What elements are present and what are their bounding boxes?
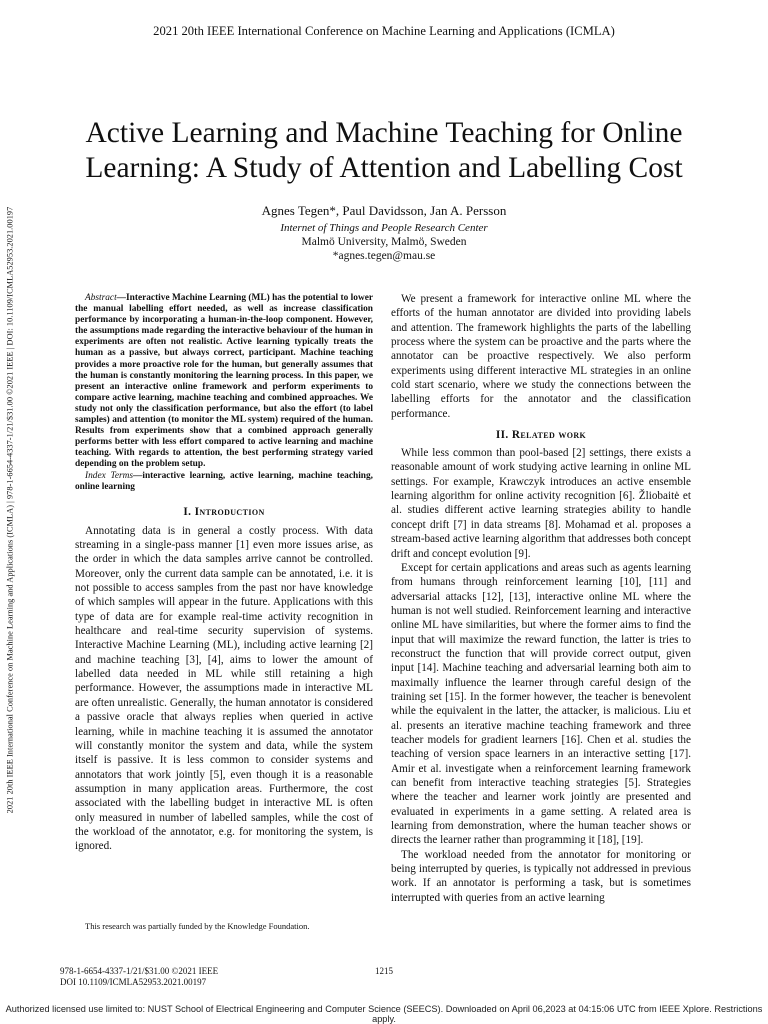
left-column (75, 293, 373, 854)
related-paragraph-1: While less common than pool-based [2] settings, there exists a reasonable amount of work studying active learning in online ML settings. For example, Krawczyk introduces an active ensemble learning algorithm for online activity recognition [6]. Žliobaitė et al. studies different active learning strategies ability to handle concept drift [7] in data streams [8]. Mohamad et al. proposes a stream-based active learning algorithm that addresses both concept drift and concept evolution [9]. (391, 447, 691, 560)
index-terms-lead: Index Terms (85, 470, 134, 481)
section-heading-introduction: I. Introduction (183, 505, 265, 518)
side-metadata-text: 2021 20th IEEE International Conference on Machine Learning and Applications (ICMLA) | 978-1-6654-4337-1/21/$31.00 ©2021 IEEE | DOI: 10.1109/ICMLA52953.2021.00197 (5, 206, 15, 814)
abstract-lead: Abstract (85, 293, 117, 303)
framework-paragraph: We present a framework for interactive online ML where the efforts of the human annotator are divided into providing labels and attention. The framework highlights the parts of the labelling process where the system can be proactive and the parts where the annotator can be proactive respectively. We also perform experiments using different interactive ML strategies in an online cold start scenario, where we study the connections between the labelling efforts for the annotator and the classification performance. (391, 293, 691, 420)
author-email: *agnes.tegen@mau.se (332, 250, 436, 262)
intro-paragraph: Annotating data is in general a costly process. With data streaming in a single-pass manner [1] even more issues arise, as the order in which the data samples arrive cannot be controlled. Moreover, only the current data sample can be annotated, i.e. it is not possible to access samples from the past nor have knowledge of which samples will appear in the future. Applications with this type of data are for example real-time activity recognition in healthcare and real-time security supervision of systems. Interactive Machine Learning (ML), including active learning [2] and machine teaching [3], [4], aims to lower the amount of labelled data needed in ML while still retaining a high performance. However, the assumptions made in interactive ML are often unrealistic. Generally, the human annotator is considered a passive oracle that always replies when queried in active learning, while in machine teaching it is assumed the annotator will constantly monitor the system and data, while the system itself is passive. It is less common to consider systems and annotators that work jointly [5], even though it is a reasonable assumption in many application areas. Furthermore, the cost associated with the labelling budget in interactive ML is often only measured in number of labelled samples, while the cost of the workload of the annotator, e.g. for monitoring the system, is ignored. (75, 524, 373, 853)
side-metadata-strip (3, 0, 17, 1024)
author-list: Agnes Tegen*, Paul Davidsson, Jan A. Persson (261, 203, 507, 218)
footer-isbn: 978-1-6654-4337-1/21/$31.00 ©2021 IEEE (60, 966, 219, 976)
index-terms (75, 471, 373, 493)
related-paragraph-2: Except for certain applications and areas such as agents learning from humans through reinforcement learning [10], [11] and adversarial attacks [12], [13], interactive online ML where the human is not well studied. Reinforcement learning and interactive online ML have similarities, but where the former aims to find the input that will maximize the reward function, the latter is tries to reconstruct the function that will provide correct output, given input [14]. Machine teaching and adversarial learning both aim to maximally influence the learner through careful design of the training set [15]. In the former however, the teacher is benevolent while the equivalent in the latter, the attacker, is malicious. Liu et al. presents an iterative machine teaching framework and three teacher models for gradient learners [16]. Chen et al. studies the teaching of version space learners in an interactive setting [17]. Amir et al. investigate when a reinforcement learning framework can benefit from interactive teaching strategies [5]. Strategies where the teacher and learner work jointly are presented and evaluated in experiments in a game setting. A related area is learning from demonstration, where the human teacher shows or directs the learner rather than programming it [18], [19]. (391, 561, 691, 847)
related-paragraph-3: The workload needed from the annotator for monitoring or being interrupted by queries, is typically not addressed in previous work. If an annotator is performing a task, but is sometimes interrupted with queries from an active learning (391, 848, 691, 904)
funding-footnote: This research was partially funded by the Knowledge Foundation. (85, 921, 310, 931)
index-terms-text: —interactive learning, active learning, machine teaching, online learning (75, 470, 373, 492)
paper-title: Active Learning and Machine Teaching for Online Learning: A Study of Attention and Labelling Cost (85, 117, 683, 184)
university: Malmö University, Malmö, Sweden (301, 236, 467, 248)
section-heading-related-work: II. Related work (495, 429, 587, 442)
abstract (75, 293, 373, 471)
affiliation: Internet of Things and People Research Center (280, 222, 488, 234)
abstract-text: —Interactive Machine Learning (ML) has the potential to lower the manual labelling effort needed, as well as increase classification performance by incorporating a human-in-the-loop component. However, the assumptions made regarding the interactive behaviour of the human in experiments are often not realistic. Active learning typically treats the human as a passive, but always correct, participant. Machine teaching provides a more proactive role for the human, but generally assumes that the human is constantly monitoring the learning process. In this paper, we present an interactive online framework and perform experiments to compare active learning, machine teaching and combined approaches. We study not only the classification performance, but also the effort (to label samples) and attention (to monitor the ML system) required of the human. Results from experiments show that a combined approach generally performs better with less effort compared to active learning and machine teaching. With regards to attention, the best performing strategy varied depending on the problem setup. (75, 293, 373, 470)
footer-doi: DOI 10.1109/ICMLA52953.2021.00197 (60, 977, 207, 987)
right-column (391, 292, 691, 905)
license-notice: Authorized licensed use limited to: NUST School of Electrical Engineering and Computer Science (SEECS). Downloaded on April 06,2023 at 04:15:06 UTC from IEEE Xplore. Restrictions apply. (5, 1004, 763, 1024)
conference-header: 2021 20th IEEE International Conference on Machine Learning and Applications (ICMLA) (153, 24, 615, 38)
page-number: 1215 (375, 966, 393, 976)
